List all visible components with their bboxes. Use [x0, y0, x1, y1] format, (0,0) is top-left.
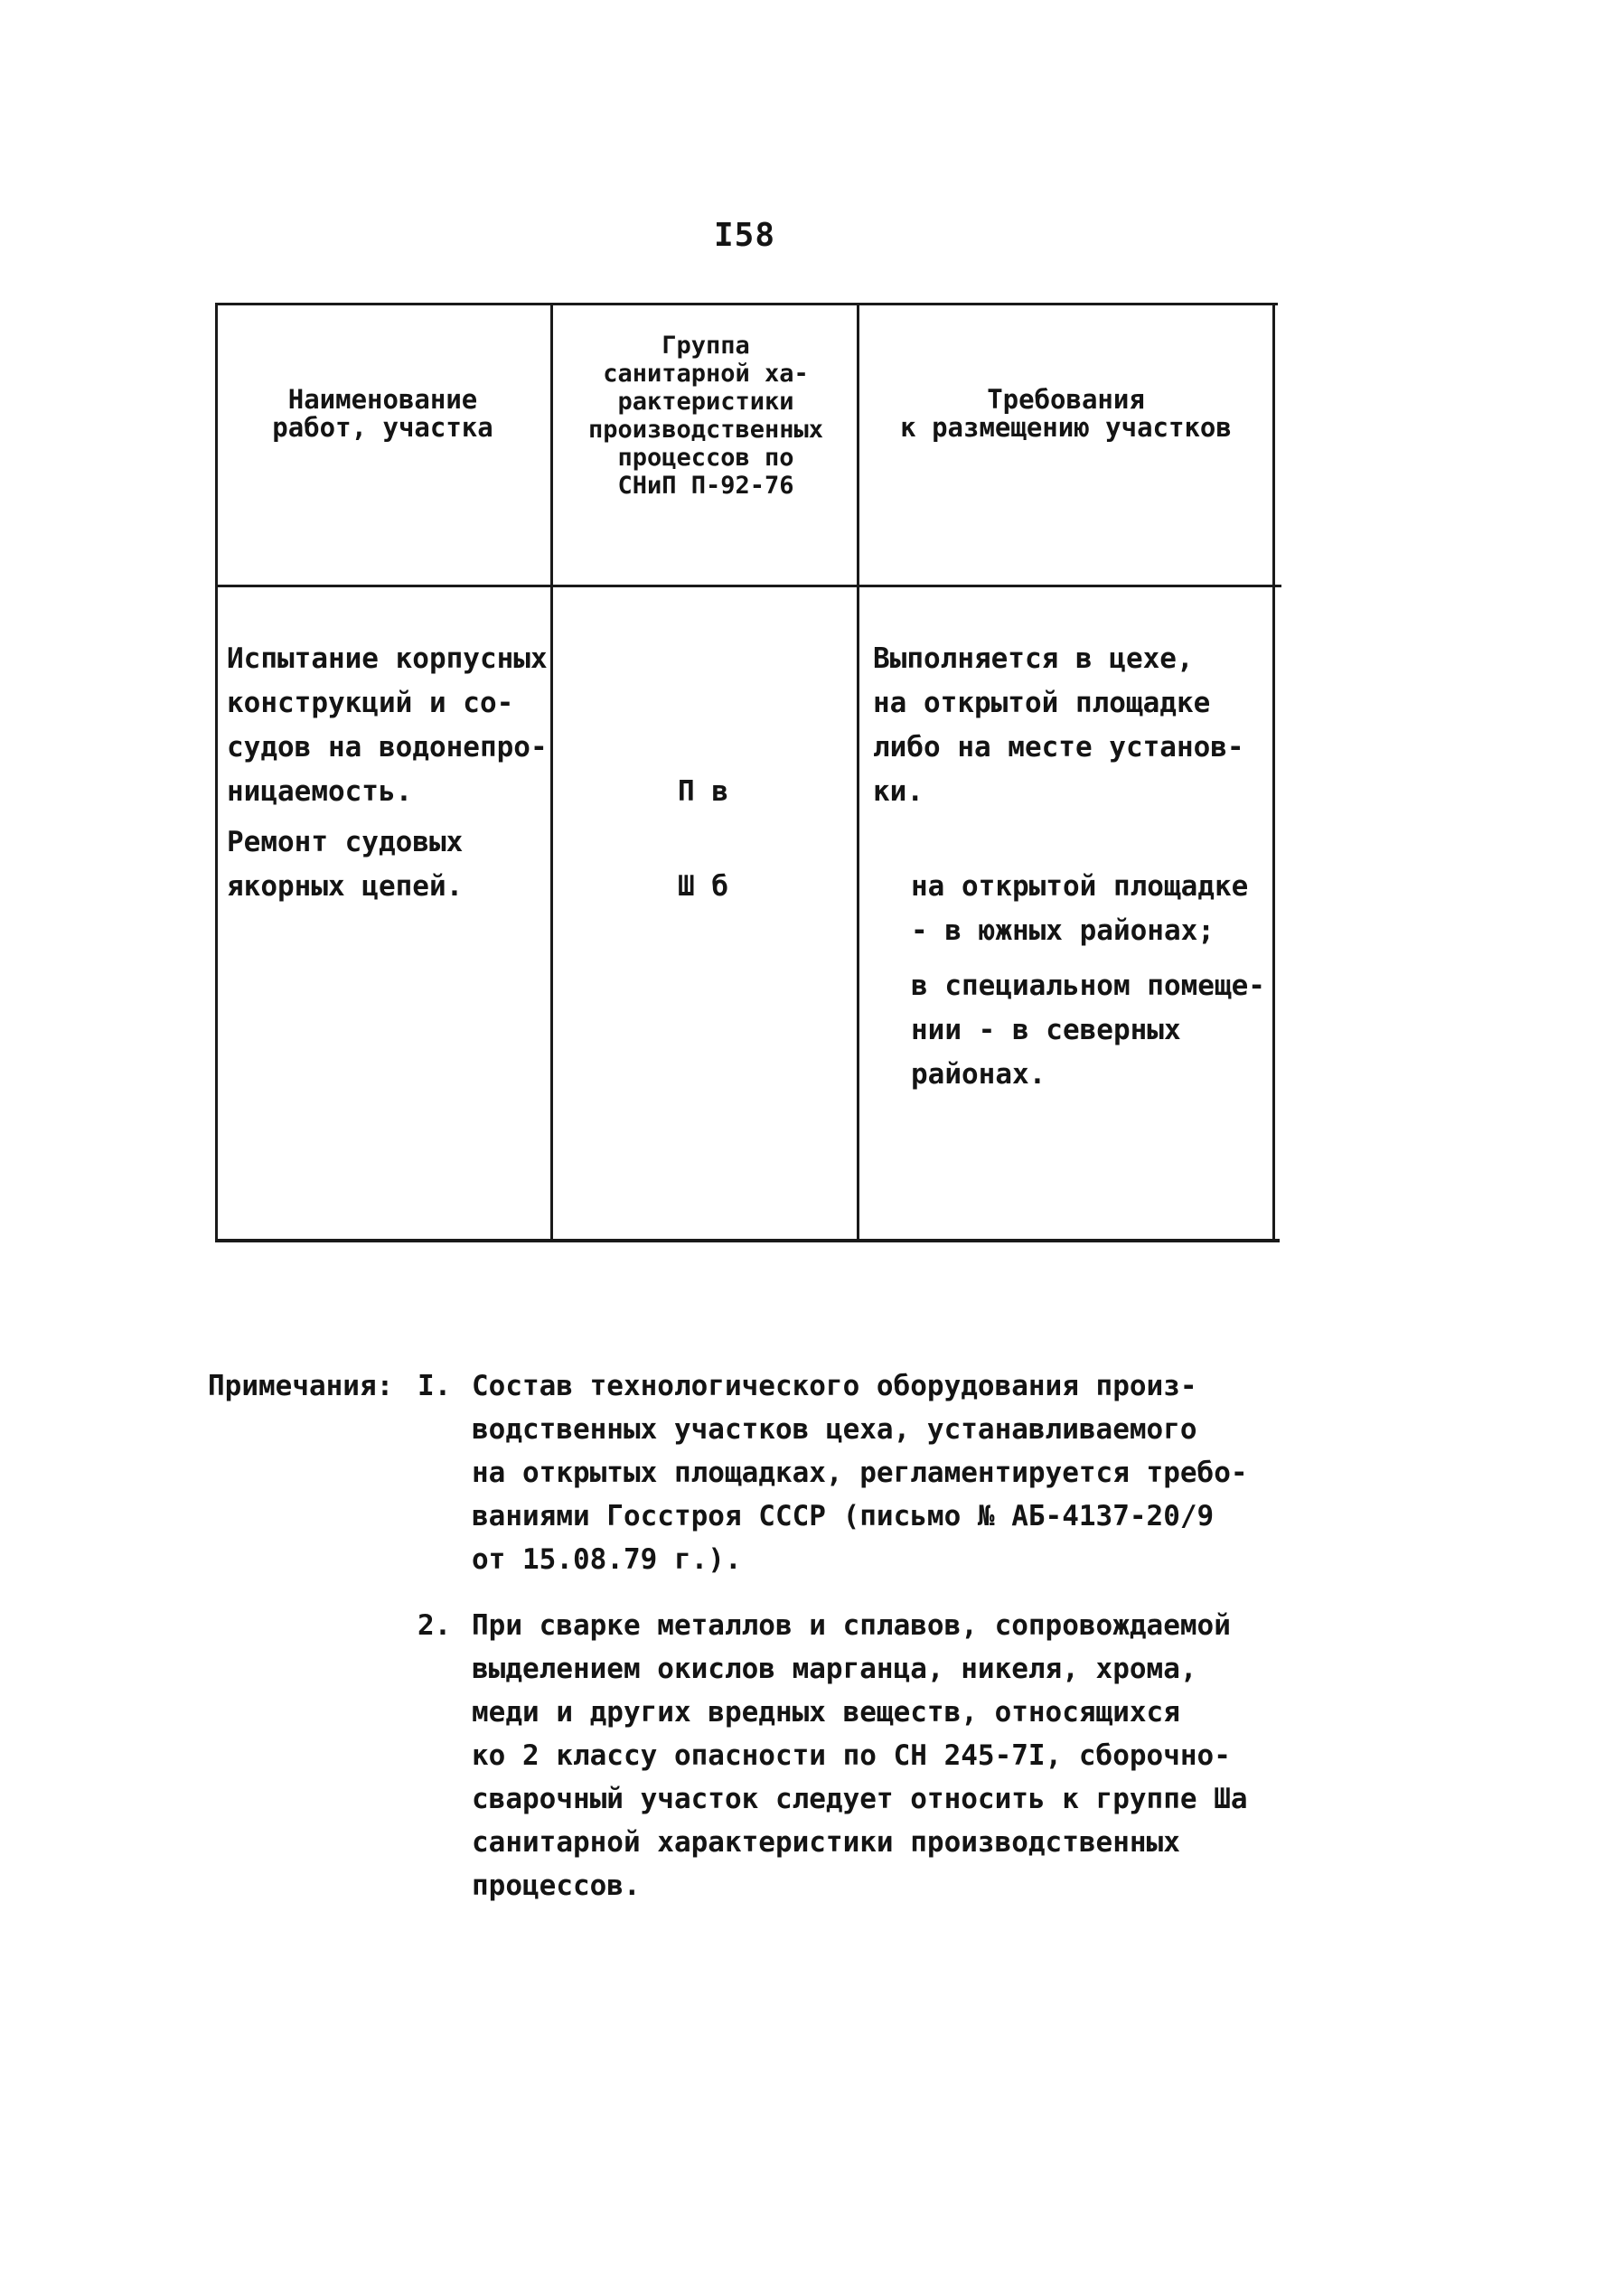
table-column-divider-2	[857, 303, 859, 1242]
table-column-divider-1	[550, 303, 553, 1242]
table-bottom-border	[215, 1239, 1280, 1242]
row-2-requirement-south: на открытой площадке - в южных районах;	[911, 870, 1249, 947]
row-2-requirement-north: в специальном помеще- нии - в северных районах.	[911, 970, 1265, 1091]
notes-label: Примечания:	[208, 1370, 394, 1402]
row-1-work-name: Испытание корпусных конструкций и со- судов на водонепро- ницаемость.	[227, 642, 548, 808]
header-placement-requirements: Требования к размещению участков	[900, 384, 1232, 443]
row-2-work-name: Ремонт судовых якорных цепей.	[227, 826, 464, 903]
sanitary-requirements-table	[215, 303, 1278, 1242]
row-1-requirement: Выполняется в цехе, на открытой площадке либо на месте установ- ки.	[873, 642, 1244, 808]
page-number: I58	[714, 217, 776, 254]
note-1-number: I.	[418, 1370, 452, 1402]
table-header-divider	[215, 585, 1281, 587]
note-2-number: 2.	[418, 1609, 452, 1642]
table-left-border	[215, 303, 218, 1242]
note-2-text: При сварке металлов и сплавов, сопровождаемой выделением окислов марганца, никеля, хрома, меди и других вредных веществ, относящихся ко 2 классу опасности по СН 245-7I, сборочно- сварочный участок следует относить к группе Ша санитарной характеристики производственных процессов.	[472, 1609, 1248, 1902]
header-work-name: Наименование работ, участка	[272, 384, 493, 443]
table-top-border	[215, 303, 1278, 305]
row-2-sanitary-group: Ш б	[678, 870, 728, 903]
note-1-text: Состав технологического оборудования произ- водственных участков цеха, устанавливаемого на открытых площадках, регламентируется требо- ваниями Госстроя СССР (письмо № АБ-4137-20/9 от 15.08.79 г.).	[472, 1370, 1248, 1576]
row-1-sanitary-group: П в	[678, 775, 728, 808]
table-right-border	[1272, 303, 1275, 1242]
header-sanitary-group: Группа санитарной ха- рактеристики производственных процессов по СНиП П-92-76	[587, 332, 824, 500]
